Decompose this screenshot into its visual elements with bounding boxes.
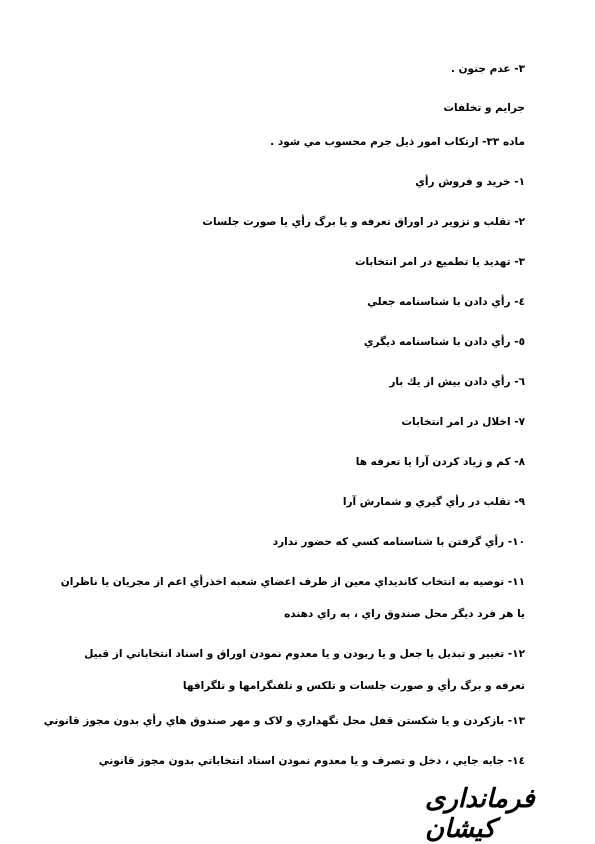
list-item-2: ۲- تقلب و تزوير در اوراق تعرفه و يا برگ رأي يا صورت جلسات xyxy=(202,216,525,228)
article-heading: ماده ۳۳- ارتکاب امور ذيل جرم محسوب مي شود . xyxy=(270,136,525,148)
list-item-12: ۱۲- تغيير و تبديل يا جعل و يا ربودن و يا معدوم نمودن اوراق و اسناد انتخاباتي از قبيل تعرفه و برگ رأي و صورت جلسات و تلکس و تلفنگرامها و تلگرافها xyxy=(84,648,525,692)
list-item-10: ۱۰- رأي گرفتن با شناسنامه کسي که حضور ندارد xyxy=(272,536,525,548)
list-item-11: ۱۱- توصيه به انتخاب کانديداي معين از طرف اعضاي شعبه اخذرأي اعم از مجريان يا ناظران يا هر فرد ديگر محل صندوق راي ، به راي دهنده xyxy=(60,576,525,620)
list-item-9: ۹- تقلب در رأي گيري و شمارش آرا xyxy=(342,496,525,508)
list-item-14: ۱٤- جابه جايي ، دخل و تصرف و يا معدوم نمودن اسناد انتخاباتي بدون مجوز قانوني xyxy=(98,755,525,767)
list-item-5: ٥- رأي دادن با شناسنامه ديگري xyxy=(363,336,525,348)
logo-text: فرمانداری کیشان xyxy=(425,784,535,844)
list-item-6: ٦- رأي دادن بيش از يك بار xyxy=(389,376,525,388)
list-item-1: ۱- خريد و فروش رأي xyxy=(415,176,525,188)
text-line-1: ۳- عدم جنون . xyxy=(450,63,525,75)
section-heading: جرايم و تخلفات xyxy=(443,102,525,114)
list-item-13: ۱۳- بازکردن و يا شکستن قفل محل نگهداري و لاک و مهر صندوق هاي رأي بدون مجوز قانوني xyxy=(43,715,525,727)
list-item-8: ۸- کم و زياد کردن آرا يا تعرفه ها xyxy=(355,456,525,468)
calligraphy-logo-icon xyxy=(425,784,535,844)
list-item-3: ۳- تهديد يا تطميع در امر انتخابات xyxy=(354,256,525,268)
list-item-4: ٤- رأي دادن با شناسنامه جعلي xyxy=(367,296,525,308)
list-item-7: ۷- اخلال در امر انتخابات xyxy=(401,416,525,428)
